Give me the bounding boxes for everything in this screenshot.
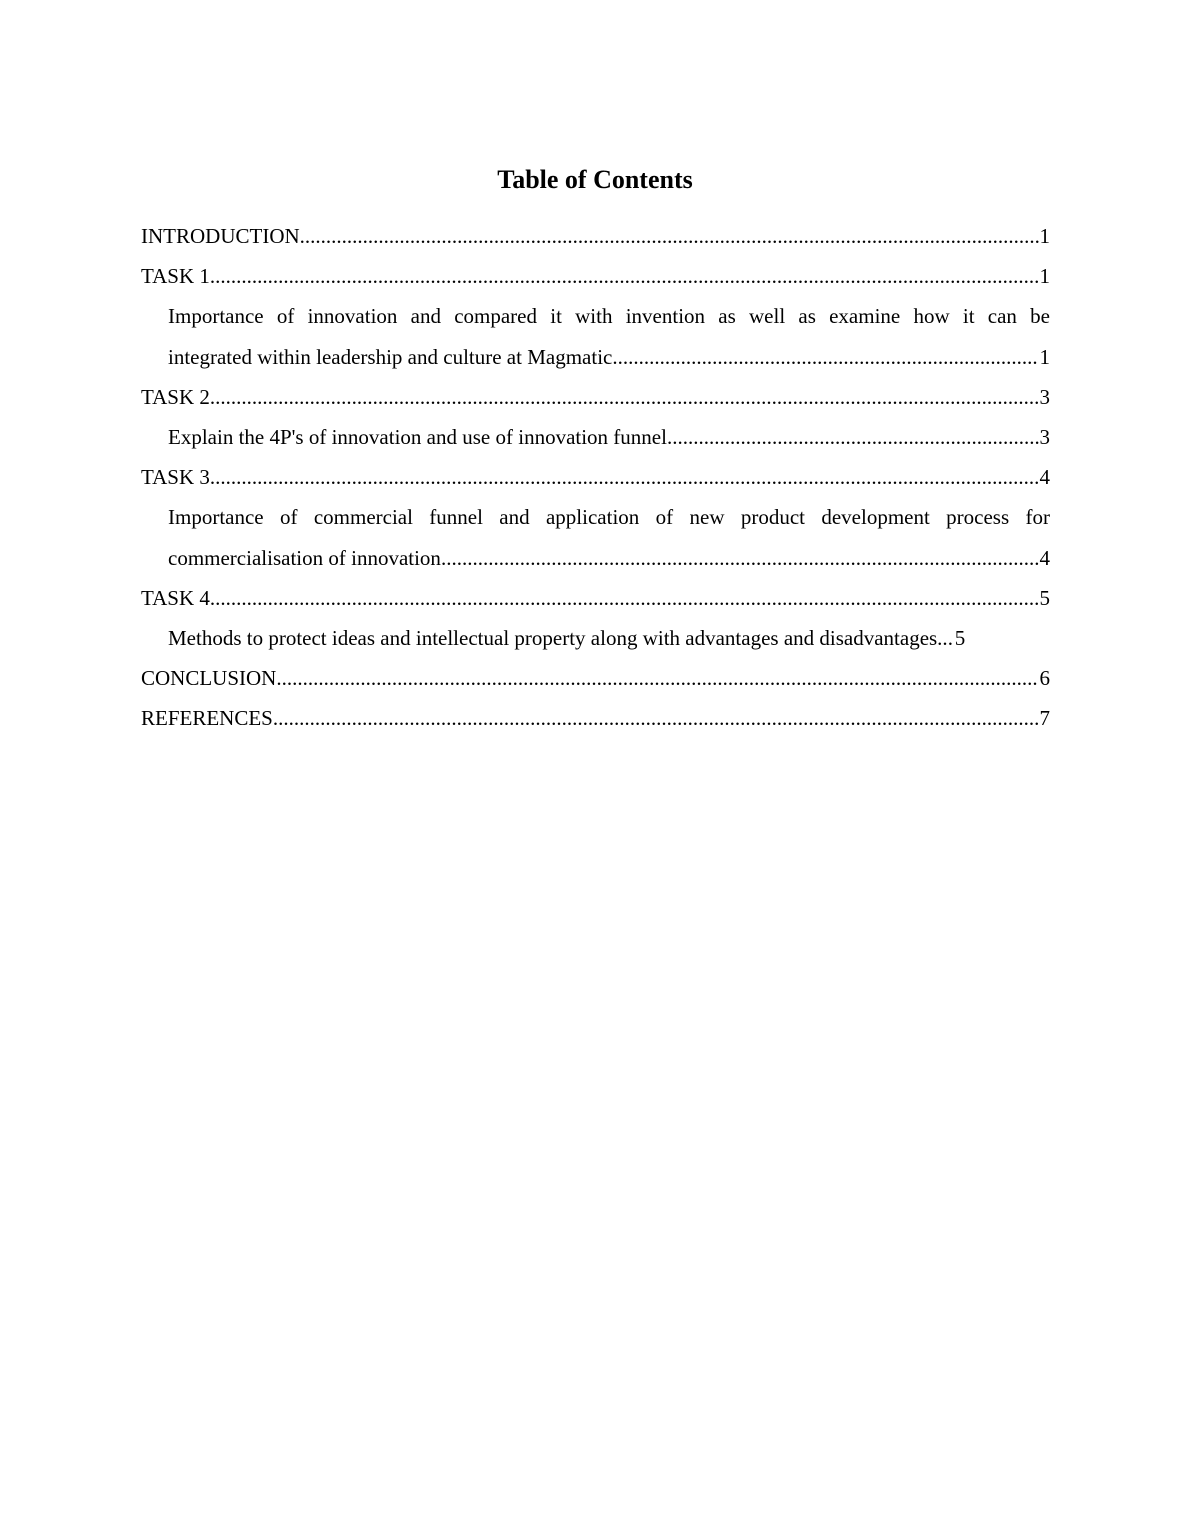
toc-entry-label: TASK 4 bbox=[141, 585, 210, 610]
toc-list bbox=[141, 216, 1050, 739]
toc-page-number: 3 bbox=[1039, 425, 1050, 450]
toc-page-number: 5 bbox=[954, 626, 966, 651]
toc-entry-first-line: Importance of innovation and compared it with invention as well as examine how it can be bbox=[168, 304, 1050, 329]
toc-dot-leader bbox=[441, 538, 1039, 578]
toc-page-number: 7 bbox=[1039, 706, 1050, 731]
toc-entry-label: commercialisation of innovation bbox=[168, 545, 441, 570]
toc-entry-label: TASK 3 bbox=[141, 465, 210, 490]
toc-entry-references[interactable] bbox=[141, 698, 1050, 738]
toc-dot-leader bbox=[667, 417, 1039, 457]
toc-entry-task-4[interactable] bbox=[141, 578, 1050, 618]
toc-entry-task-2-4ps-of-innovation[interactable] bbox=[141, 417, 1050, 457]
toc-entry-introduction[interactable] bbox=[141, 216, 1050, 256]
toc-entry-task-1-importance-of-innovation[interactable] bbox=[141, 296, 1050, 376]
toc-dot-leader bbox=[273, 698, 1039, 738]
toc-entry-first-line: Importance of commercial funnel and application of new product development process for bbox=[168, 505, 1050, 530]
toc-entry-label: Methods to protect ideas and intellectual property along with advantages and disadvantages.. bbox=[168, 626, 948, 651]
toc-entry-label: TASK 1 bbox=[141, 264, 210, 289]
toc-dot-leader bbox=[276, 658, 1038, 698]
toc-entry-task-3[interactable] bbox=[141, 457, 1050, 497]
toc-dot-leader bbox=[210, 377, 1039, 417]
toc-page-number: 3 bbox=[1039, 384, 1050, 409]
toc-entry-label: REFERENCES bbox=[141, 706, 273, 731]
toc-entry-label: INTRODUCTION bbox=[141, 224, 300, 248]
toc-entry-conclusion[interactable] bbox=[141, 658, 1050, 698]
toc-dot-leader bbox=[612, 337, 1038, 377]
toc-entry-task-4-protect-ideas[interactable] bbox=[141, 618, 1050, 658]
toc-page-number: 1 bbox=[1039, 344, 1050, 369]
toc-entry-label: TASK 2 bbox=[141, 384, 210, 409]
toc-entry-label: integrated within leadership and culture at Magmatic bbox=[168, 344, 613, 369]
toc-dot-leader bbox=[210, 457, 1039, 497]
toc-page-number: 5 bbox=[1039, 585, 1050, 610]
toc-page-number: 1 bbox=[1039, 224, 1050, 248]
toc-title: Table of Contents bbox=[497, 165, 693, 194]
toc-entry-task-1[interactable] bbox=[141, 256, 1050, 296]
toc-entry-task-2[interactable] bbox=[141, 377, 1050, 417]
toc-page-number: 6 bbox=[1039, 666, 1050, 691]
toc-dot-leader bbox=[210, 256, 1039, 296]
toc-page-number: 4 bbox=[1039, 545, 1050, 570]
toc-entry-task-3-commercial-funnel[interactable] bbox=[141, 497, 1050, 577]
toc-entry-label: CONCLUSION bbox=[141, 666, 277, 691]
toc-page-number: 4 bbox=[1039, 465, 1050, 490]
toc-dot-leader bbox=[210, 578, 1039, 618]
toc-entry-label: Explain the 4P's of innovation and use of innovation funnel bbox=[168, 425, 667, 450]
toc-page-number: 1 bbox=[1039, 264, 1050, 289]
toc-dot-leader bbox=[300, 216, 1039, 256]
